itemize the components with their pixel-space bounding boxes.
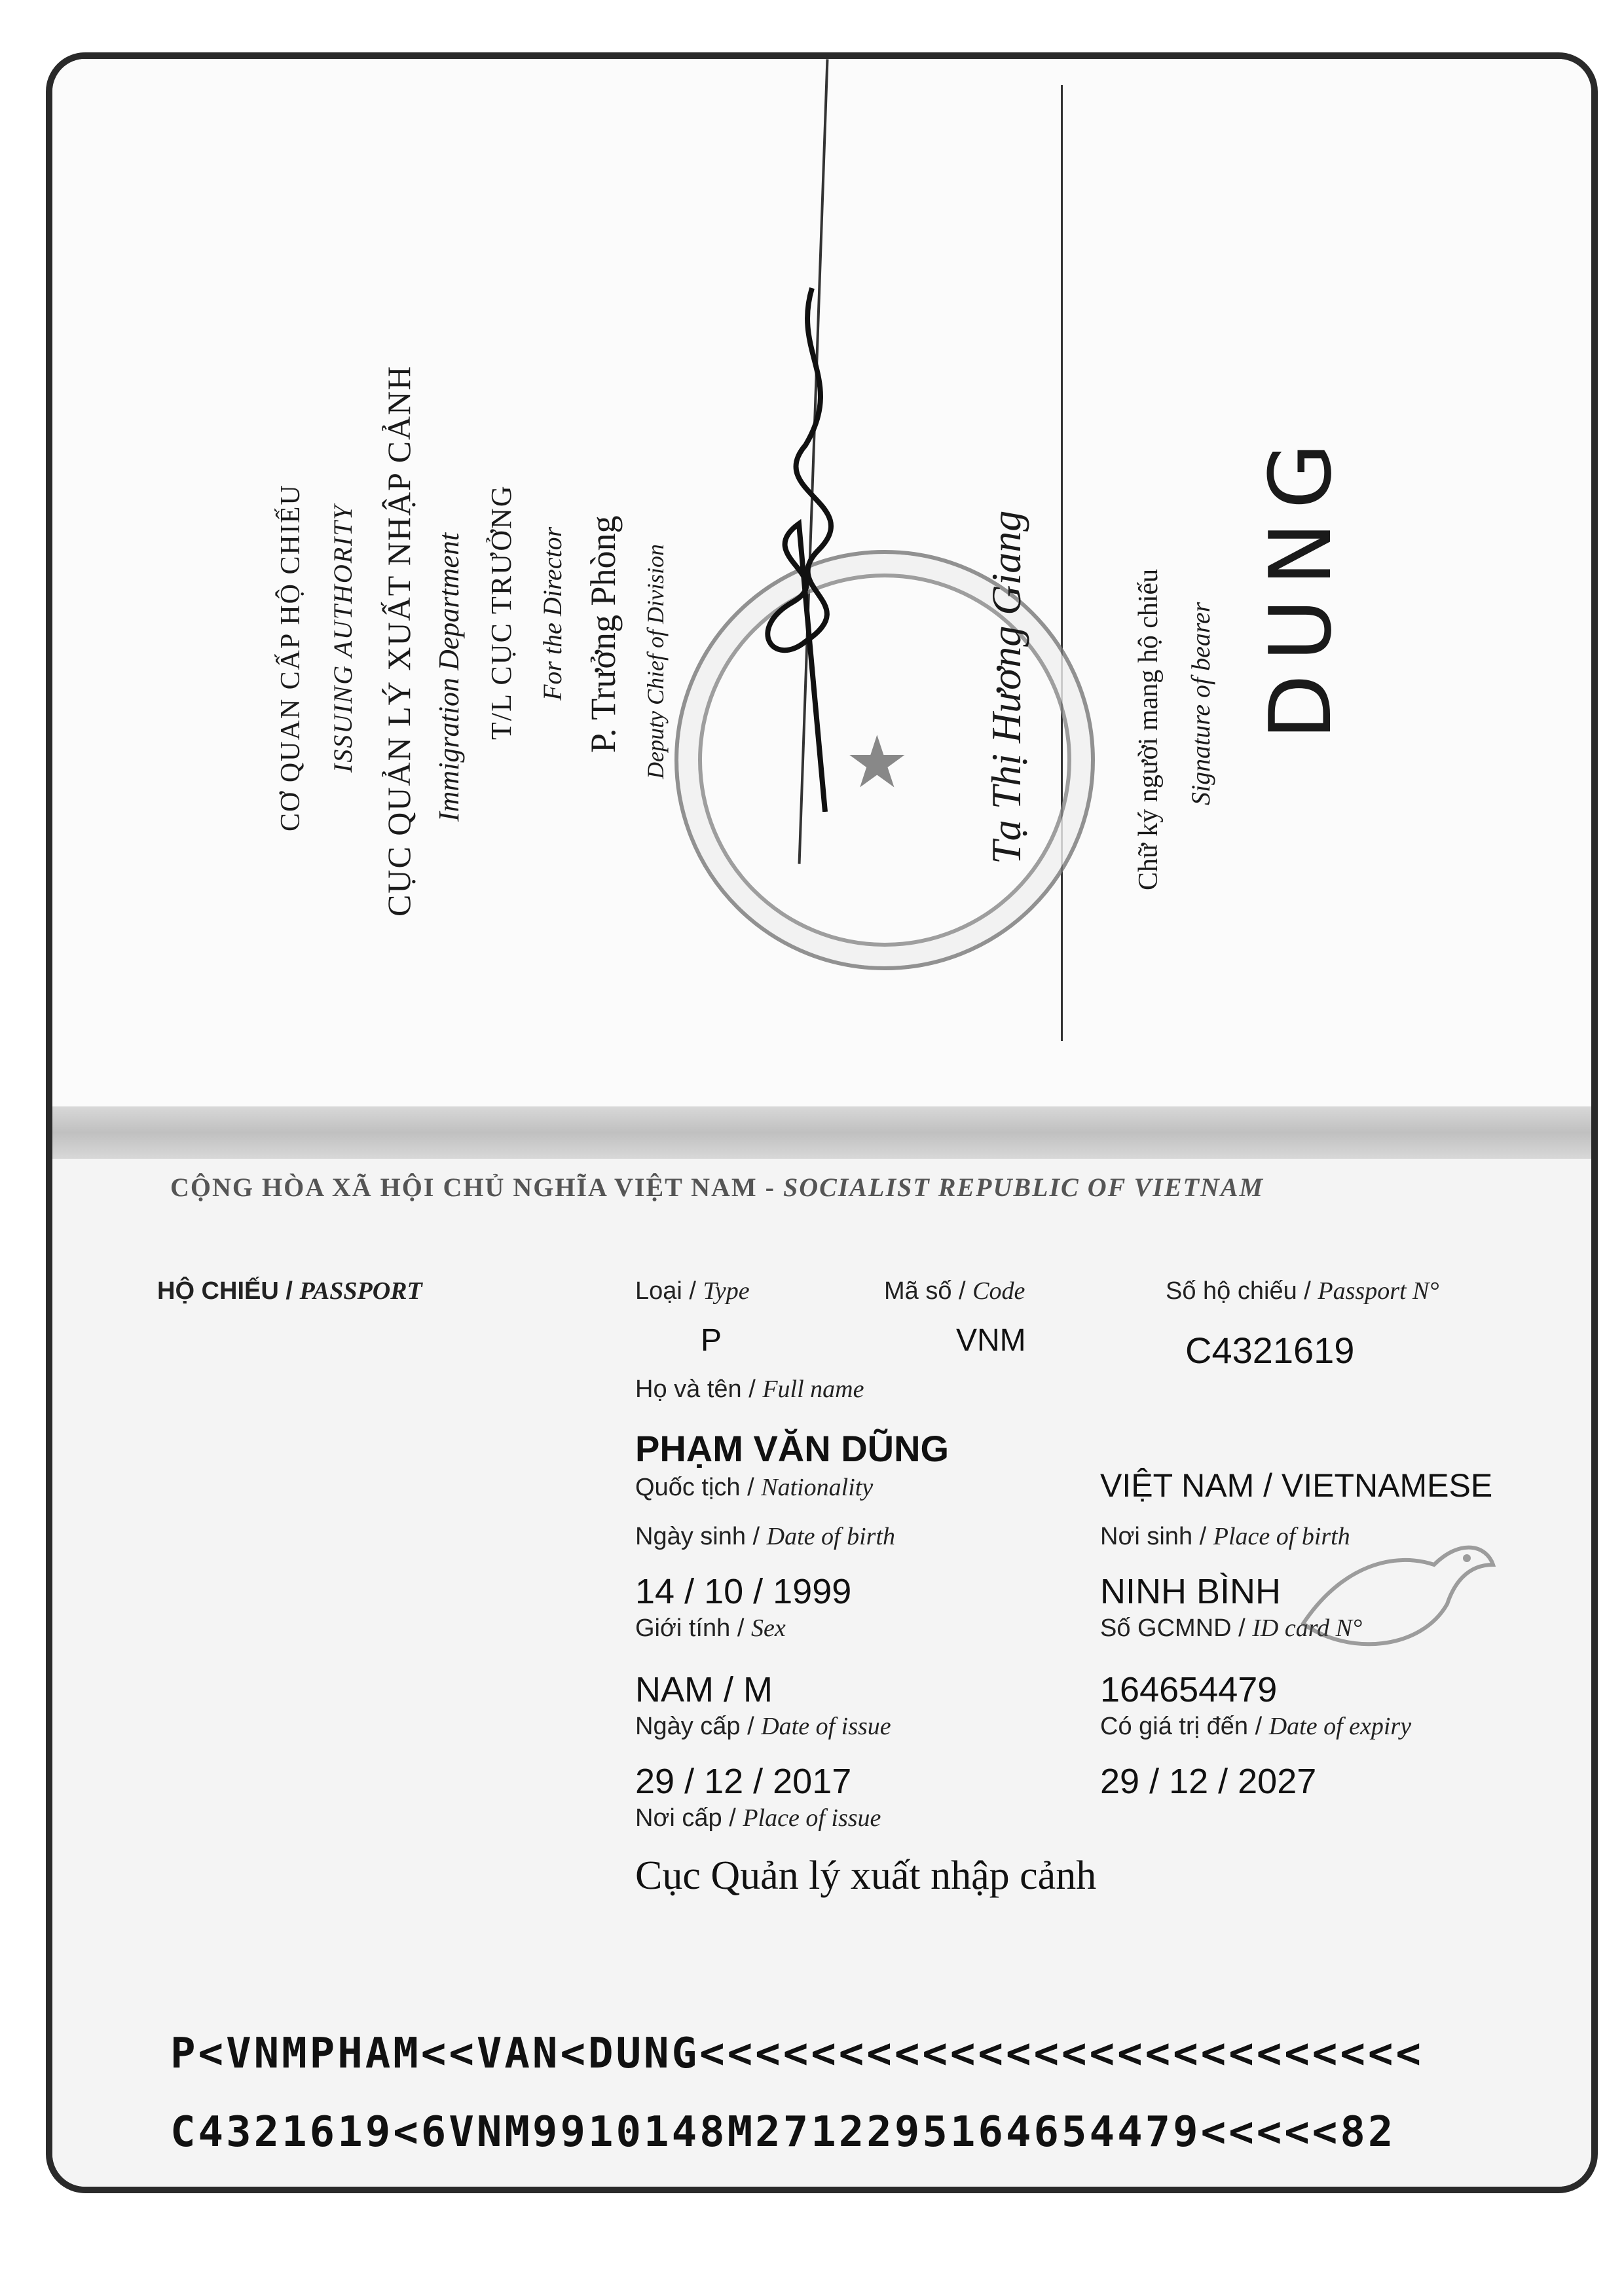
deputy-en: Deputy Chief of Division xyxy=(642,544,669,779)
sex-en: Sex xyxy=(751,1614,786,1642)
mrz-line-2: C4321619<6VNM9910148M2712295164654479<<<<<82 xyxy=(170,2108,1396,2157)
slash: / xyxy=(1231,1614,1253,1642)
fullname-value: PHẠM VĂN DŨNG xyxy=(635,1428,950,1469)
bearer-signature: DUNG xyxy=(1251,429,1350,740)
divider-line xyxy=(1061,85,1063,1041)
issuing-authority-en: ISSUING AUTHORITY xyxy=(328,504,358,773)
place-of-issue-value: Cục Quản lý xuất nhập cảnh xyxy=(635,1853,1097,1898)
fullname-label xyxy=(635,1375,864,1404)
slash: / xyxy=(740,1474,762,1501)
department-vi: CỤC QUẢN LÝ XUẤT NHẬP CẢNH xyxy=(380,365,417,917)
republic-en: SOCIALIST REPUBLIC OF VIETNAM xyxy=(783,1173,1264,1202)
passport-no-vi: Số hộ chiếu xyxy=(1166,1277,1297,1305)
sex-vi: Giới tính xyxy=(635,1614,731,1642)
mrz-line-1: P<VNMPHAM<<VAN<DUNG<<<<<<<<<<<<<<<<<<<<<<<<<< xyxy=(170,2030,1424,2078)
doc-type-label xyxy=(157,1277,422,1305)
fullname-en: Full name xyxy=(762,1376,864,1403)
bearer-signature-label-en: Signature of bearer xyxy=(1186,602,1215,805)
pob-value: NINH BÌNH xyxy=(1100,1572,1282,1611)
department-en: Immigration Department xyxy=(433,532,465,822)
place-issue-en: Place of issue xyxy=(743,1804,881,1832)
seal-star-icon: ★ xyxy=(845,723,910,803)
slash: / xyxy=(741,1376,763,1403)
expiry-date-label xyxy=(1100,1712,1411,1741)
slash: / xyxy=(278,1277,300,1305)
issue-date-label xyxy=(635,1712,891,1741)
dob-vi: Ngày sinh xyxy=(635,1523,746,1550)
passport-number-value: C4321619 xyxy=(1185,1330,1355,1371)
code-value: VNM xyxy=(956,1323,1026,1358)
deputy-vi: P. Trưởng Phòng xyxy=(583,515,623,753)
page-fold xyxy=(52,1106,1591,1159)
issue-en: Date of issue xyxy=(761,1713,891,1740)
bearer-signature-label-vi: Chữ ký người mang hộ chiếu xyxy=(1134,568,1164,890)
dove-emblem-icon xyxy=(1290,1525,1500,1669)
code-vi: Mã số xyxy=(884,1277,952,1305)
place-issue-vi: Nơi cấp xyxy=(635,1804,722,1832)
idcard-vi: Số GCMND xyxy=(1100,1614,1232,1642)
observation-page xyxy=(52,59,1591,1106)
doc-vi: HỘ CHIẾU xyxy=(157,1277,279,1305)
expiry-date-value: 29 / 12 / 2027 xyxy=(1100,1762,1317,1801)
dob-label xyxy=(635,1522,895,1551)
slash: / xyxy=(745,1523,767,1550)
doc-en: PASSPORT xyxy=(299,1277,422,1305)
republic-header xyxy=(170,1172,1264,1203)
issue-vi: Ngày cấp xyxy=(635,1713,741,1740)
nationality-vi: Quốc tịch xyxy=(635,1474,741,1501)
nationality-label xyxy=(635,1473,873,1502)
idcard-value: 164654479 xyxy=(1100,1670,1278,1709)
slash: / xyxy=(1192,1523,1213,1550)
expiry-en: Date of expiry xyxy=(1268,1713,1412,1740)
data-page xyxy=(52,1159,1591,2193)
official-signature xyxy=(694,275,943,812)
republic-vi: CỘNG HÒA XÃ HỘI CHỦ NGHĨA VIỆT NAM xyxy=(170,1173,758,1202)
slash: / xyxy=(740,1713,762,1740)
nationality-en: Nationality xyxy=(761,1474,874,1501)
slash: / xyxy=(730,1614,751,1642)
dob-en: Date of birth xyxy=(766,1523,895,1550)
slash: / xyxy=(1248,1713,1269,1740)
place-of-issue-label xyxy=(635,1804,881,1832)
passport-no-en: Passport N° xyxy=(1318,1277,1439,1305)
slash: / xyxy=(951,1277,973,1305)
signer-name: Tạ Thị Hương Giang xyxy=(983,510,1029,864)
header-separator: - xyxy=(757,1173,783,1202)
issue-date-value: 29 / 12 / 2017 xyxy=(635,1762,852,1801)
type-en: Type xyxy=(703,1277,750,1305)
code-en: Code xyxy=(972,1277,1025,1305)
director-en: For the Director xyxy=(538,526,567,701)
issuing-authority-vi: CƠ QUAN CẤP HỘ CHIẾU xyxy=(276,484,306,831)
type-vi: Loại xyxy=(635,1277,682,1305)
slash: / xyxy=(1297,1277,1318,1305)
pob-vi: Nơi sinh xyxy=(1100,1523,1193,1550)
idcard-en: ID card N° xyxy=(1252,1614,1363,1642)
type-label xyxy=(635,1277,750,1305)
nationality-value: VIỆT NAM / VIETNAMESE xyxy=(1100,1467,1493,1504)
expiry-vi: Có giá trị đến xyxy=(1100,1713,1249,1740)
slash: / xyxy=(682,1277,703,1305)
passport-booklet xyxy=(46,52,1598,2193)
sex-value: NAM / M xyxy=(635,1670,773,1709)
fullname-vi: Họ và tên xyxy=(635,1376,742,1403)
pob-en: Place of birth xyxy=(1213,1523,1350,1550)
slash: / xyxy=(722,1804,743,1832)
sex-label xyxy=(635,1614,786,1643)
passport-number-label xyxy=(1166,1277,1439,1305)
director-vi: T/L CỤC TRƯỞNG xyxy=(485,484,517,740)
code-label xyxy=(884,1277,1025,1305)
dob-value: 14 / 10 / 1999 xyxy=(635,1572,852,1611)
type-value: P xyxy=(701,1323,722,1358)
